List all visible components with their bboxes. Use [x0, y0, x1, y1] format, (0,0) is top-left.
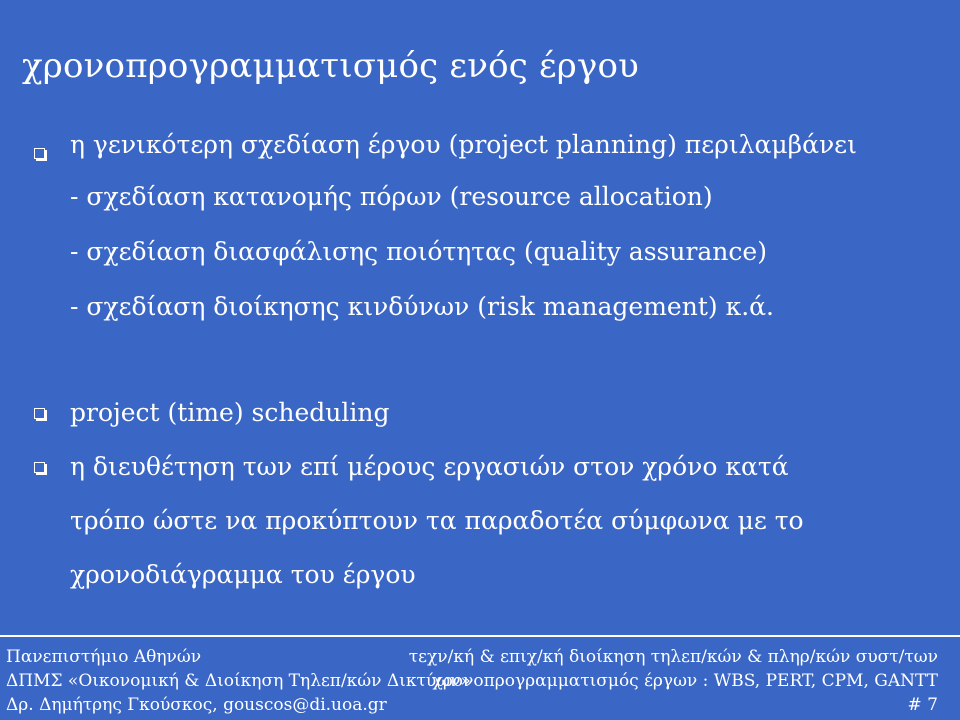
definition-line-2: τρόπο ώστε να προκύπτουν τα παραδοτέα σύμφωνα με το	[70, 506, 804, 535]
sub-item-resource-allocation: - σχεδίαση κατανομής πόρων (resource allocation)	[70, 182, 713, 211]
footer-program: ΔΠΜΣ «Οικονομική & Διοίκηση Τηλεπ/κών Δικτύων»	[6, 671, 471, 691]
footer-university: Πανεπιστήμιο Αθηνών	[6, 647, 202, 667]
definition-line-3: χρονοδιάγραμμα του έργου	[70, 560, 416, 589]
bullet-text-project-planning: η γενικότερη σχεδίαση έργου (project planning) περιλαμβάνει	[70, 130, 857, 159]
slide-title: χρονοπρογραμματισμός ενός έργου	[22, 46, 640, 86]
checkbox-bullet-icon	[34, 148, 45, 159]
footer-author: Δρ. Δημήτρης Γκούσκος, gouscos@di.uoa.gr	[6, 695, 387, 715]
bullet-text-scheduling: project (time) scheduling	[70, 398, 390, 427]
footer-divider	[0, 635, 960, 637]
checkbox-bullet-icon	[34, 408, 45, 419]
sub-item-risk-management: - σχεδίαση διοίκησης κινδύνων (risk management) κ.ά.	[70, 292, 774, 321]
footer-course: τεχν/κή & επιχ/κή διοίκηση τηλεπ/κών & πληρ/κών συστ/των	[408, 647, 938, 667]
definition-line-1: η διευθέτηση των επί μέρους εργασιών στον χρόνο κατά	[70, 452, 789, 481]
footer-topic: χρονοπρογραμματισμός έργων : WBS, PERT, CPM, GANTT	[432, 671, 938, 691]
page-number: # 7	[907, 695, 938, 715]
sub-item-quality-assurance: - σχεδίαση διασφάλισης ποιότητας (quality assurance)	[70, 237, 767, 266]
checkbox-bullet-icon	[34, 462, 45, 473]
